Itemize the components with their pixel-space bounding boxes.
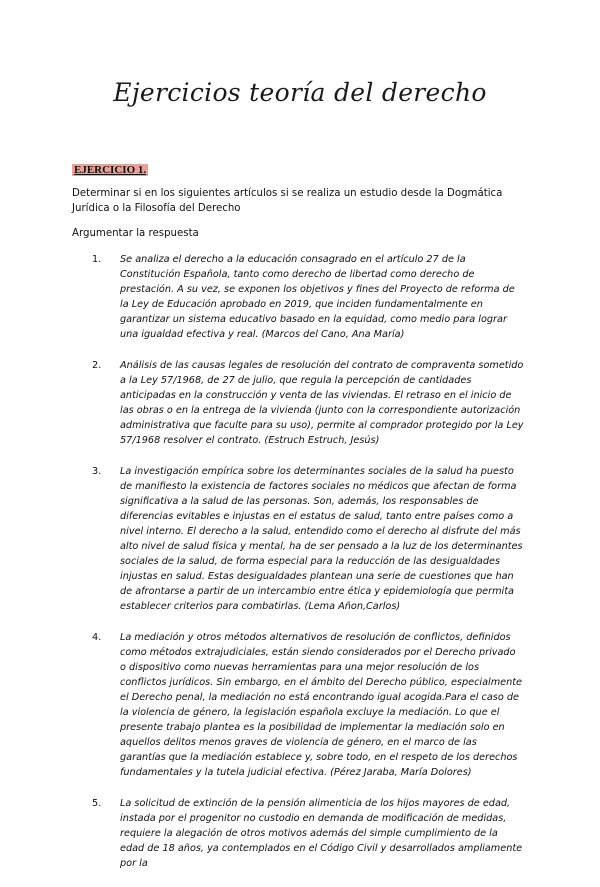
argue-instruction: Argumentar la respuesta — [72, 228, 199, 239]
list-item — [92, 252, 524, 342]
list-item-text: Análisis de las causas legales de resolución del contrato de compraventa sometido a la Ley 57/1968, de 27 de julio, que regula la percepción de cantidades anticipadas en la construcción y venta de las viviendas. El retraso en el inicio de las obras o en la entrega de la vivienda (junto con la correspondiente autorización administrativa que faculte para su uso), permite al comprador protegido por la Ley 57/1968 resolver el contrato. (Estruch Estruch, Jesús) — [120, 360, 524, 446]
list-item-number: 4. — [92, 632, 102, 643]
document-title: Ejercicios teoría del derecho — [113, 78, 487, 107]
intro-paragraph: Determinar si en los siguientes artículos si se realiza un estudio desde la Dogmática Jurídica o la Filosofía del Derecho — [72, 188, 503, 214]
list-item — [92, 464, 524, 614]
list-item-text: La solicitud de extinción de la pensión alimenticia de los hijos mayores de edad, instada por el progenitor no custodio en demanda de modificación de medidas, requiere la alegación de otros motivos además del simple cumplimiento de la edad de 18 años, ya contemplados en el Código Civil y desarrollados ampliamente por la — [120, 798, 523, 869]
list-item-number: 1. — [92, 254, 102, 265]
list-item-text: La investigación empírica sobre los determinantes sociales de la salud ha puesto de manifiesto la existencia de factores sociales no médicos que afectan de forma significativa a la salud de las personas. Son, además, los responsables de diferencias evitables e injustas en el estatus de salud, tanto entre países como a nivel interno. El derecho a la salud, entendido como el derecho al disfrute del más alto nivel de salud física y mental, ha de ser pensado a la luz de los determinantes sociales de la salud, de forma especial para la reducción de las desigualdades injustas en salud. Estas desigualdades plantean una serie de cuestiones que han de afrontarse a partir de un intercambio entre ética y epidemiología que permita establecer criterios para combatirlas. (Lema Añon,Carlos) — [120, 466, 523, 612]
list-item-number: 5. — [92, 798, 102, 809]
list-item-number: 2. — [92, 360, 102, 371]
exercise-heading: EJERCICIO 1. — [74, 164, 147, 176]
list-item-number: 3. — [92, 466, 102, 477]
list-item-text: La mediación y otros métodos alternativos de resolución de conflictos, definidos como métodos extrajudiciales, están siendo considerados por el Derecho privado o dispositivo como nuevas herramientas para una mejor resolución de los conflictos jurídicos. Sin embargo, en el ámbito del Derecho público, especialmente el Derecho penal, la mediación no está encontrando igual acogida.Para el caso de la violencia de género, la legislación española excluye la mediación. Lo que el presente trabajo plantea es la posibilidad de implementar la mediación solo en aquellos delitos menos graves de violencia de género, en el marco de las garantías que la mediación establece y, sobre todo, en el respeto de los derechos fundamentales y la tutela judicial efectiva. (Pérez Jaraba, María Dolores) — [120, 632, 523, 778]
list-item — [92, 358, 524, 448]
list-item — [92, 796, 524, 871]
list-item-text: Se analiza el derecho a la educación consagrado en el artículo 27 de la Constitución Española, tanto como derecho de libertad como derecho de prestación. A su vez, se exponen los objetivos y fines del Proyecto de reforma de la Ley de Educación aprobado en 2019, que inciden fundamentalmente en garantizar un sistema educativo basado en la equidad, como medio para lograr una igualdad efectiva y real. (Marcos del Cano, Ana María) — [120, 254, 515, 340]
numbered-list — [92, 252, 524, 887]
list-item — [92, 630, 524, 780]
